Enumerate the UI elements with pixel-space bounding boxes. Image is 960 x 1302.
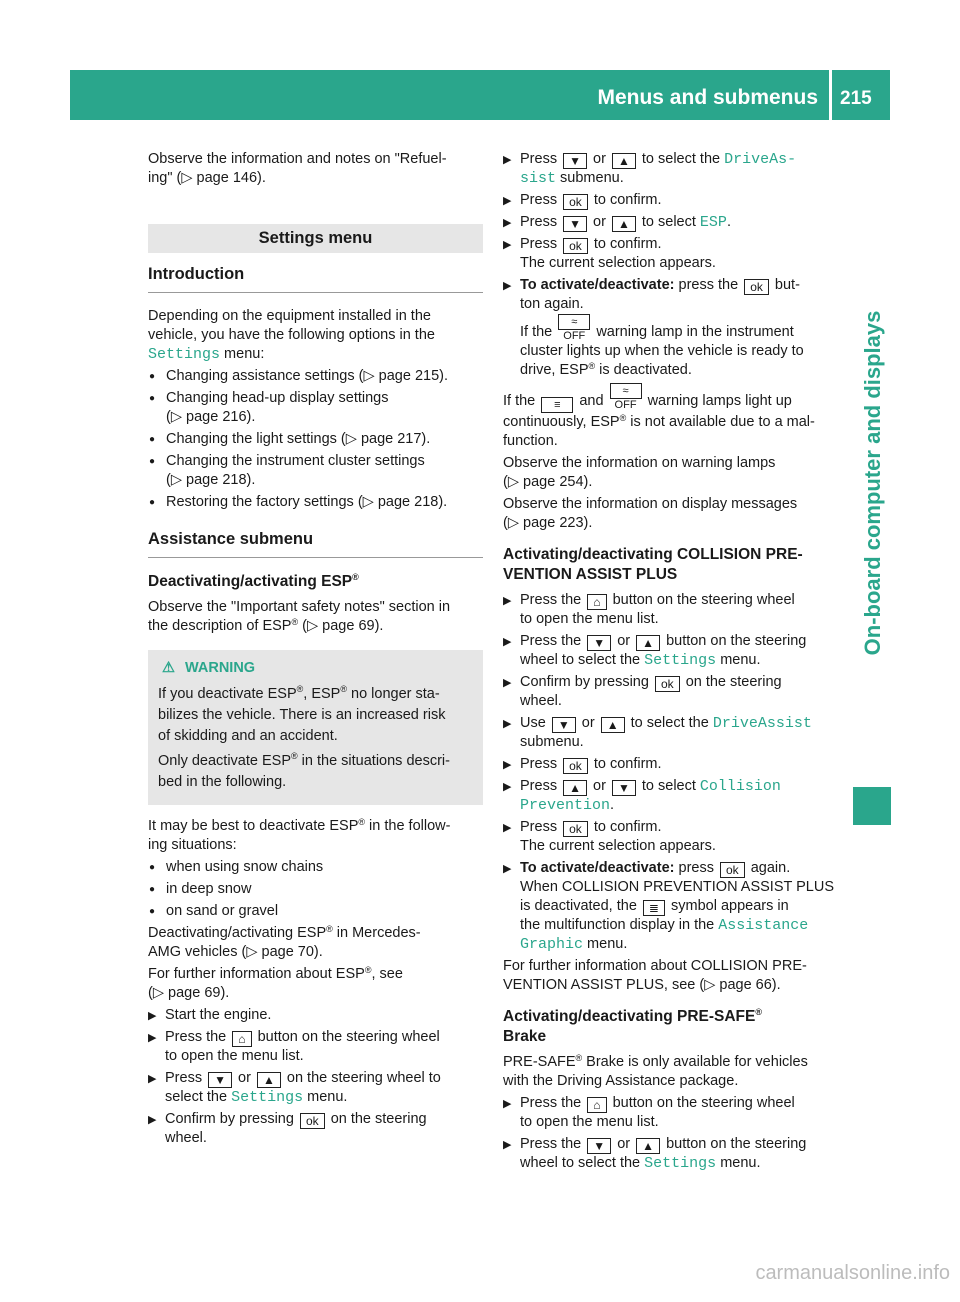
step-item: ▶ Press ok to confirm. (503, 191, 838, 210)
home-icon: ⌂ (587, 594, 606, 610)
step-item: ▶ Press ok to confirm. The current selection appears. (503, 818, 838, 856)
amg-paragraph: Deactivating/activating ESP® in Mercedes- AMG vehicles (▷ page 70). (148, 924, 421, 960)
ok-button-icon: ok (655, 676, 680, 692)
list-item: ● Changing head-up display settings (▷ page 216). (148, 389, 483, 427)
heading-assistance-submenu: Assistance submenu (148, 530, 483, 558)
heading-esp: Deactivating/activating ESP® (148, 572, 359, 590)
page-ref-arrow-icon: ▷ (362, 494, 374, 510)
up-arrow-icon: ▲ (636, 635, 660, 651)
ok-button-icon: ok (563, 821, 588, 837)
step-item: ▶ To activate/deactivate: press ok again. When COLLISION PREVENTION ASSIST PLUS is deactivated, the ≣ symbol appears in the multifunction display in the Assistance Graphic menu. (503, 859, 838, 954)
step-item: ▶ Press the ▼ or ▲ button on the steering wheel to select the Settings menu. (503, 1135, 838, 1173)
section-title-settings-menu: Settings menu (148, 224, 483, 253)
list-item: ● when using snow chains (148, 858, 483, 877)
step-item: ▶ Start the engine. (148, 1006, 483, 1025)
step-item: ▶ Press ok to confirm. (503, 755, 838, 774)
up-arrow-icon: ▲ (563, 780, 587, 796)
down-arrow-icon: ▼ (587, 635, 611, 651)
step-item: ▶ Press ▼ or ▲ to select ESP. (503, 213, 838, 232)
warning-text: Only deactivate ESP® in the situations descri- bed in the following. (158, 751, 450, 790)
page-ref-arrow-icon: ▷ (306, 618, 319, 634)
ok-button-icon: ok (563, 758, 588, 774)
list-item: ● on sand or gravel (148, 902, 483, 921)
warning-text: If you deactivate ESP®, ESP® no longer sta- bilizes the vehicle. There is an increased risk of skidding and an accident. (158, 684, 446, 744)
chapter-marker (853, 787, 891, 825)
step-item: ▶ Press ok to confirm. The current selection appears. (503, 235, 838, 273)
down-arrow-icon: ▼ (563, 153, 587, 169)
ok-button-icon: ok (744, 279, 769, 295)
further-esp-paragraph: For further information about ESP®, see (▷ page 69). (148, 965, 403, 1001)
down-arrow-icon: ▼ (552, 717, 576, 733)
up-arrow-icon: ▲ (257, 1072, 281, 1088)
ok-button-icon: ok (563, 194, 588, 210)
left-column (148, 150, 483, 1151)
step-item: ▶ Press the ⌂ button on the steering wheel to open the menu list. (148, 1028, 483, 1066)
step-item: ▶ Use ▼ or ▲ to select the DriveAssist submenu. (503, 714, 838, 752)
warning-triangle-icon: ⚠ (162, 660, 175, 676)
step-item: ▶ Press ▼ or ▲ on the steering wheel to select the Settings menu. (148, 1069, 483, 1107)
ok-button-icon: ok (300, 1113, 325, 1129)
list-item: ● Changing the instrument cluster settings (▷ page 218). (148, 452, 483, 490)
up-arrow-icon: ▲ (601, 717, 625, 733)
step-item: ▶ Press the ▼ or ▲ button on the steering wheel to select the Settings menu. (503, 632, 838, 670)
heading-collision-prevention: Activating/deactivating COLLISION PRE- VENTION ASSIST PLUS (503, 546, 803, 583)
down-arrow-icon: ▼ (587, 1138, 611, 1154)
step-item: ▶ Press ▲ or ▼ to select Collision Prevention. (503, 777, 838, 815)
down-arrow-icon: ▼ (612, 780, 636, 796)
down-arrow-icon: ▼ (563, 216, 587, 232)
page-ref-arrow-icon: ▷ (181, 170, 193, 186)
list-item: ● Changing assistance settings (▷ page 215). (148, 367, 483, 386)
list-item: ● Restoring the factory settings (▷ page 218). (148, 493, 483, 512)
page-ref-arrow-icon: ▷ (345, 431, 357, 447)
page-title: Menus and submenus (597, 86, 818, 109)
warning-lamps-ref: Observe the information on warning lamps (▷ page 254). (503, 455, 776, 490)
page-ref-arrow-icon: ▷ (152, 985, 164, 1001)
pre-safe-paragraph: PRE-SAFE® Brake is only available for vehicles with the Driving Assistance package. (503, 1053, 808, 1089)
heading-pre-safe-brake: Activating/deactivating PRE-SAFE® Brake (503, 1007, 762, 1045)
step-item: ▶ To activate/deactivate: press the ok but- ton again. If the ≈ OFF warning lamp in the instrument cluster lights up when the vehicle is ready to drive, ESP® is deactivated. (503, 276, 838, 380)
warning-lamps-paragraph: If the ≡ and ≈ OFF warning lamps light up continuously, ESP® is not available due to a mal- function. (503, 385, 815, 449)
up-arrow-icon: ▲ (612, 216, 636, 232)
list-item: ● in deep snow (148, 880, 483, 899)
page-ref-arrow-icon: ▷ (507, 474, 519, 490)
refuel-note: Observe the information and notes on "Refuel- ing" (▷ page 146). (148, 151, 447, 186)
warning-title: WARNING (185, 660, 256, 676)
esp-off-warning-lamp-icon: ≈ OFF (558, 314, 590, 330)
display-messages-ref: Observe the information on display messages (▷ page 223). (503, 496, 798, 531)
page-ref-arrow-icon: ▷ (170, 472, 182, 488)
step-item: ▶ Confirm by pressing ok on the steering wheel. (148, 1110, 483, 1148)
step-item: ▶ Confirm by pressing ok on the steering wheel. (503, 673, 838, 711)
collision-further-paragraph: For further information about COLLISION PRE- VENTION ASSIST PLUS, see (▷ page 66). (503, 958, 807, 993)
page-ref-arrow-icon: ▷ (170, 409, 182, 425)
up-arrow-icon: ▲ (636, 1138, 660, 1154)
intro-paragraph: Depending on the equipment installed in the vehicle, you have the following options in the Settings menu: (148, 308, 435, 363)
chapter-side-tab (853, 223, 893, 743)
warning-box (148, 650, 483, 805)
step-item: ▶ Press the ⌂ button on the steering wheel to open the menu list. (503, 1094, 838, 1132)
chapter-label: On-board computer and displays (860, 310, 885, 656)
page-number: 215 (840, 88, 872, 109)
esp-paragraph: Observe the "Important safety notes" section in the description of ESP® (▷ page 69). (148, 599, 451, 634)
down-arrow-icon: ▼ (208, 1072, 232, 1088)
page-ref-arrow-icon: ▷ (704, 977, 716, 993)
collision-prevention-off-icon: ≣ (643, 900, 665, 916)
right-column (503, 150, 838, 1176)
watermark: carmanualsonline.info (755, 1262, 950, 1284)
home-icon: ⌂ (587, 1097, 606, 1113)
header-divider (829, 70, 832, 120)
page-ref-arrow-icon: ▷ (246, 944, 258, 960)
esp-warning-lamp-icon: ≡ (541, 397, 573, 413)
home-icon: ⌂ (232, 1031, 251, 1047)
step-item: ▶ Press the ⌂ button on the steering wheel to open the menu list. (503, 591, 838, 629)
page-ref-arrow-icon: ▷ (363, 368, 375, 384)
ok-button-icon: ok (720, 862, 745, 878)
up-arrow-icon: ▲ (612, 153, 636, 169)
page-ref-arrow-icon: ▷ (507, 515, 519, 531)
esp-off-warning-lamp-icon: ≈ OFF (610, 383, 642, 399)
list-item: ● Changing the light settings (▷ page 217). (148, 430, 483, 449)
heading-introduction: Introduction (148, 265, 483, 293)
step-item: ▶ Press ▼ or ▲ to select the DriveAs‐ sist submenu. (503, 150, 838, 188)
ok-button-icon: ok (563, 238, 588, 254)
situations-intro: It may be best to deactivate ESP® in the follow- ing situations: (148, 817, 451, 853)
